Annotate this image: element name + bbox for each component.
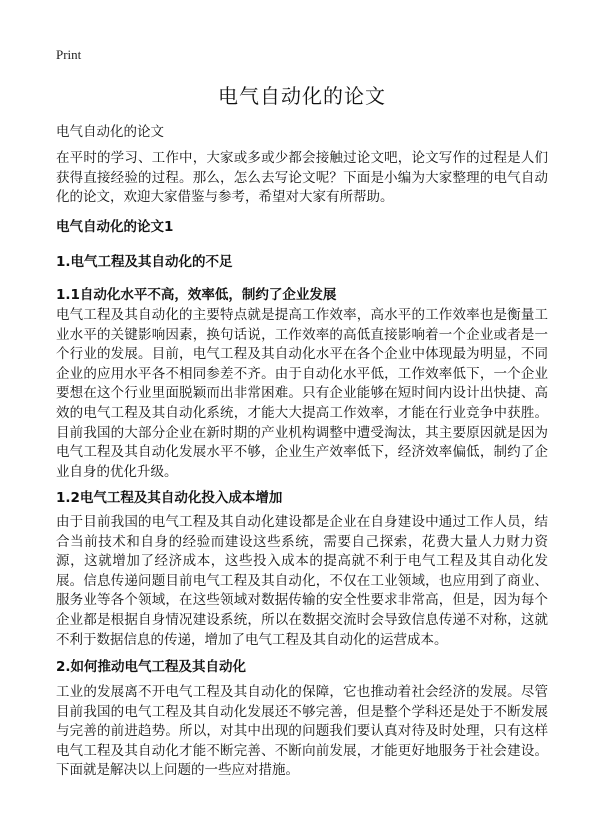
paragraph-1-2: 由于目前我国的电气工程及其自动化建设都是企业在自身建设中通过工作人员，结合当前技术和自身的经验而建设这些系统，需要自己探索，花费大量人力财力资源，这就增加了经济成本，这些投入成本的提高就不利于电气工程及其自动化发展。信息传递问题目前电气工程及其自动化，不仅在工业领域，也应用到了商业、服务业等各个领域，在这些领域对数据传输的安全性要求非常高，但是，因为每个企业都是根据自身情况建设系统，所以在数据交流时会导致信息传递不对称，这就不利于数据信息的传递，增加了电气工程及其自动化的运营成本。 [56,514,548,648]
heading-2: 2.如何推动电气工程及其自动化 [56,659,247,675]
print-link[interactable]: Print [56,47,82,62]
heading-1: 1.电气工程及其自动化的不足 [56,254,233,270]
paragraph-2: 工业的发展离不开电气工程及其自动化的保障，它也推动着社会经济的发展。尽管目前我国的电气工程及其自动化发展还不够完善，但是整个学科还是处于不断发展与完善的前进趋势。所以，对其中出现的问题我们要认真对待及时处理，只有这样电气工程及其自动化才能不断完善、不断向前发展，才能更好地服务于社会建设。下面就是解决以上问题的一些应对措施。 [56,684,548,779]
section-title: 电气自动化的论文1 [56,219,174,235]
page-title: 电气自动化的论文 [218,84,386,108]
subheading-1-1: 1.1自动化水平不高，效率低，制约了企业发展 [56,287,337,303]
document-subtitle: 电气自动化的论文 [56,124,164,140]
subheading-1-2: 1.2电气工程及其自动化投入成本增加 [56,490,283,506]
intro-paragraph: 在平时的学习、工作中，大家或多或少都会接触过论文吧，论文写作的过程是人们获得直接经验的过程。那么，怎么去写论文呢？下面是小编为大家整理的电气自动化的论文，欢迎大家借鉴与参考，希望对大家有所帮助。 [56,150,548,206]
paragraph-1-1: 电气工程及其自动化的主要特点就是提高工作效率，高水平的工作效率也是衡量工业水平的关键影响因素，换句话说，工作效率的高低直接影响着一个企业或者是一个行业的发展。目前，电气工程及其自动化水平在各个企业中体现最为明显，不同企业的应用水平各不相同参差不齐。由于自动化水平低，工作效率低下，一个企业要想在这个行业里面脱颖而出非常困难。只有企业能够在短时间内设计出快捷、高效的电气工程及其自动化系统，才能大大提高工作效率，才能在行业竞争中获胜。目前我国的大部分企业在新时期的产业机构调整中遭受淘汰，其主要原因就是因为电气工程及其自动化发展水平不够，企业生产效率低下，经济效率偏低，制约了企业自身的优化升级。 [56,307,548,480]
